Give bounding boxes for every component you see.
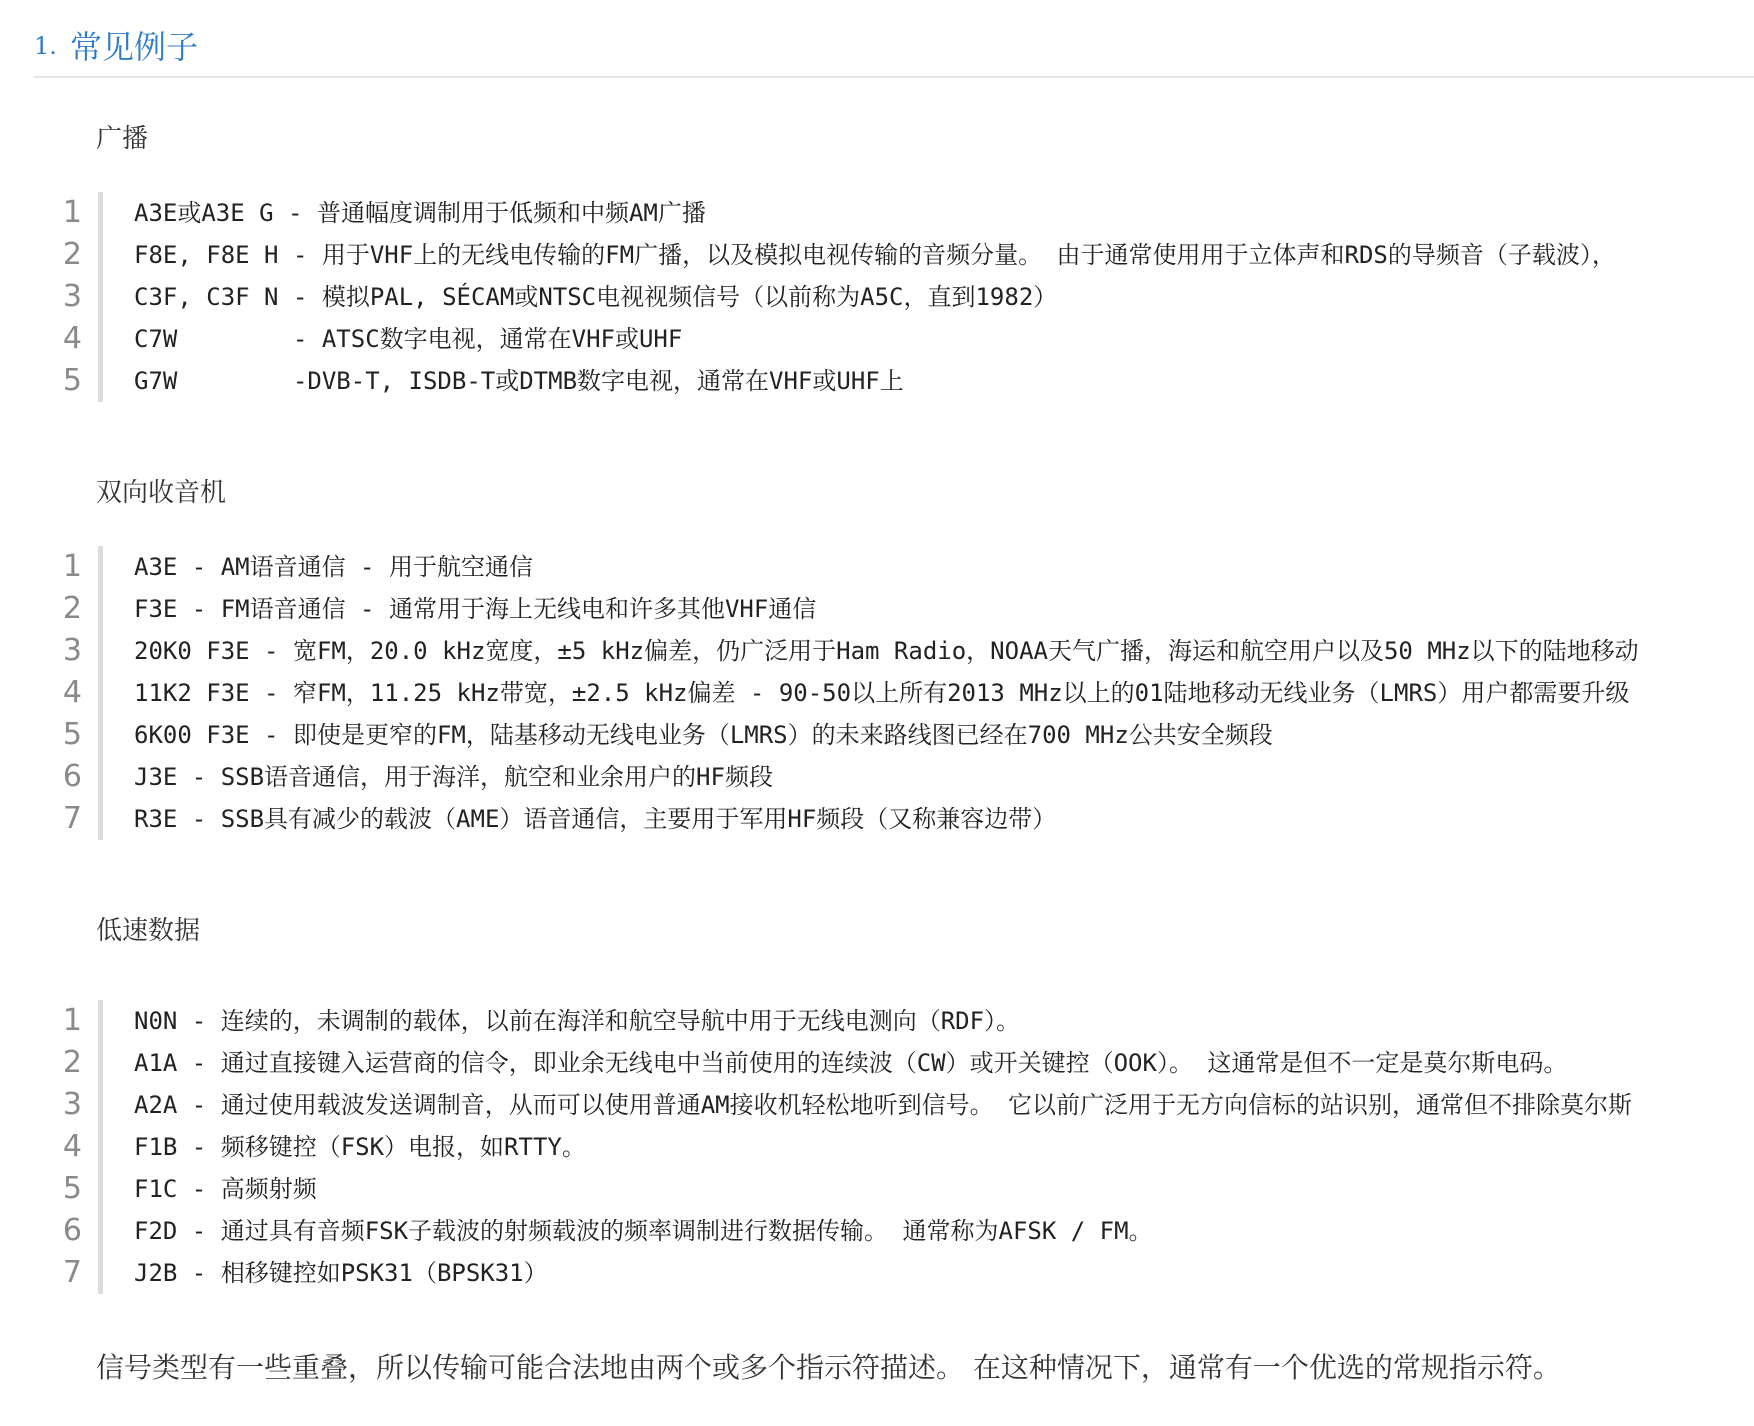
code-line-text: 6K00 F3E - 即使是更窄的FM，陆基移动无线电业务（LMRS）的未来路线图已经在700 MHz公共安全频段: [134, 721, 1273, 749]
heading-number: 1.: [34, 32, 57, 60]
line-number: 5: [62, 363, 82, 398]
code-block-low-speed-data: [52, 1000, 1754, 1294]
code-line: [52, 1210, 1754, 1252]
code-line: [52, 630, 1754, 672]
code-line: [52, 1252, 1754, 1294]
code-line-text: 20K0 F3E - 宽FM，20.0 kHz宽度，±5 kHz偏差，仍广泛用于Ham Radio，NOAA天气广播，海运和航空用户以及50 MHz以下的陆地移动: [134, 637, 1639, 665]
line-number: 1: [62, 195, 82, 230]
code-line: [52, 318, 1754, 360]
code-line-text: 11K2 F3E - 窄FM，11.25 kHz带宽，±2.5 kHz偏差 - 90-50以上所有2013 MHz以上的01陆地移动无线业务（LMRS）用户都需要升级: [134, 679, 1630, 707]
section-title-two-way-radio: 双向收音机: [96, 478, 227, 508]
code-line-text: F1C - 高频射频: [134, 1175, 317, 1203]
line-number: 2: [62, 1045, 82, 1080]
line-number: 6: [62, 1213, 82, 1248]
code-line-text: A2A - 通过使用载波发送调制音，从而可以使用普通AM接收机轻松地听到信号。 它以前广泛用于无方向信标的站识别，通常但不排除莫尔斯: [134, 1091, 1633, 1119]
line-number: 4: [62, 1129, 82, 1164]
heading-title: 常见例子: [70, 28, 199, 66]
code-line-text: G7W -DVB-T, ISDB-T或DTMB数字电视，通常在VHF或UHF上: [134, 367, 904, 395]
code-block-two-way-radio: [52, 546, 1754, 840]
line-number: 5: [62, 717, 82, 752]
code-block-broadcast: [52, 192, 1754, 402]
line-number: 7: [62, 801, 82, 836]
line-number: 3: [62, 279, 82, 314]
code-line: [52, 672, 1754, 714]
section-title-broadcast: 广播: [96, 124, 149, 154]
code-line: [52, 1126, 1754, 1168]
code-line-text: N0N - 连续的，未调制的载体，以前在海洋和航空导航中用于无线电测向（RDF）。: [134, 1007, 1021, 1035]
line-number: 1: [62, 549, 82, 584]
footer-paragraph: 信号类型有一些重叠，所以传输可能合法地由两个或多个指示符描述。 在这种情况下，通常有一个优选的常规指示符。: [96, 1351, 1561, 1384]
code-line-text: F3E - FM语音通信 - 通常用于海上无线电和许多其他VHF通信: [134, 595, 817, 623]
line-number: 2: [62, 237, 82, 272]
code-line: [52, 276, 1754, 318]
code-line: [52, 756, 1754, 798]
code-line-text: C3F, C3F N - 模拟PAL, SÉCAM或NTSC电视视频信号（以前称为A5C，直到1982）: [134, 283, 1058, 311]
code-line: [52, 1042, 1754, 1084]
line-number: 3: [62, 1087, 82, 1122]
code-line-text: A3E或A3E G - 普通幅度调制用于低频和中频AM广播: [134, 199, 706, 227]
code-line-text: F1B - 频移键控（FSK）电报，如RTTY。: [134, 1133, 586, 1161]
line-number: 2: [62, 591, 82, 626]
line-number: 7: [62, 1255, 82, 1290]
code-line-text: J2B - 相移键控如PSK31（BPSK31）: [134, 1259, 548, 1287]
line-number: 6: [62, 759, 82, 794]
code-line: [52, 360, 1754, 402]
code-line-text: R3E - SSB具有减少的载波（AME）语音通信，主要用于军用HF频段（又称兼容边带）: [134, 805, 1057, 833]
line-number: 4: [62, 321, 82, 356]
line-number: 4: [62, 675, 82, 710]
code-line-text: J3E - SSB语音通信，用于海洋，航空和业余用户的HF频段: [134, 763, 773, 791]
code-line-text: C7W - ATSC数字电视，通常在VHF或UHF: [134, 325, 683, 353]
code-line-text: A1A - 通过直接键入运营商的信令，即业余无线电中当前使用的连续波（CW）或开关键控（OOK）。 这通常是但不一定是莫尔斯电码。: [134, 1049, 1568, 1077]
code-line: [52, 588, 1754, 630]
code-line: [52, 714, 1754, 756]
code-line: [52, 546, 1754, 588]
line-number: 3: [62, 633, 82, 668]
section-heading: [34, 18, 1754, 78]
code-line-text: A3E - AM语音通信 - 用于航空通信: [134, 553, 533, 581]
line-number: 5: [62, 1171, 82, 1206]
code-line: [52, 192, 1754, 234]
code-line: [52, 798, 1754, 840]
code-line: [52, 1084, 1754, 1126]
line-number: 1: [62, 1003, 82, 1038]
code-line: [52, 1000, 1754, 1042]
code-line: [52, 1168, 1754, 1210]
section-title-low-speed-data: 低速数据: [96, 916, 201, 946]
code-line-text: F8E, F8E H - 用于VHF上的无线电传输的FM广播，以及模拟电视传输的音频分量。 由于通常使用用于立体声和RDS的导频音（子载波），: [134, 241, 1616, 269]
code-line: [52, 234, 1754, 276]
code-line-text: F2D - 通过具有音频FSK子载波的射频载波的频率调制进行数据传输。 通常称为AFSK / FM。: [134, 1217, 1153, 1245]
